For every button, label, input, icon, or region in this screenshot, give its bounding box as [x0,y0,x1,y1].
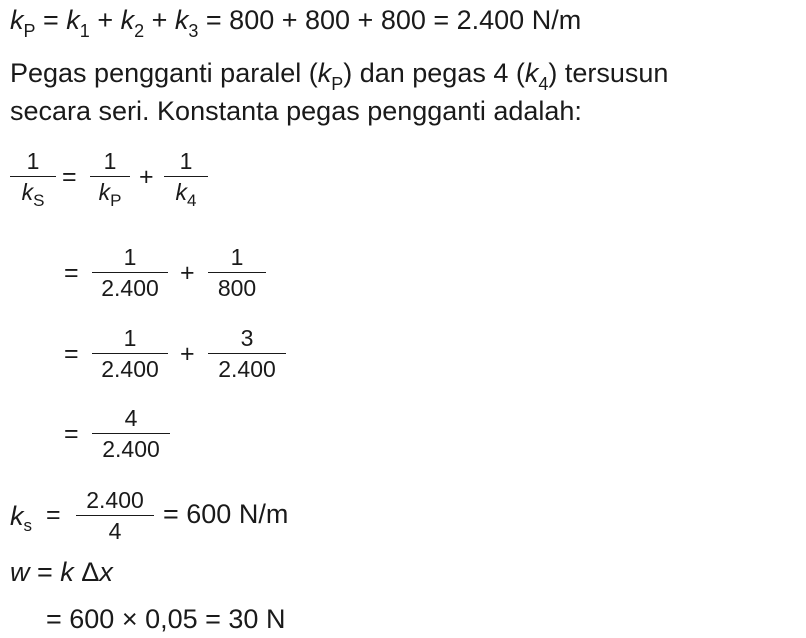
k-symbol: k [10,501,24,531]
text-segment: Pegas pengganti paralel ( [10,58,318,88]
denominator [90,177,130,210]
fraction-1-over-ks [10,146,56,210]
subscript-p: P [331,74,344,94]
weight-equation [10,554,113,590]
fraction-1-over-800 [208,242,266,303]
k1-symbol: k [66,5,80,35]
ks-symbol-group [10,498,32,538]
plus-sign: + [139,163,154,191]
k-symbol: k [21,179,34,205]
weight-result: = 600 × 0,05 = 30 N [46,604,286,634]
paragraph-line-2: secara seri. Konstanta pegas pengganti adalah: [10,96,582,126]
fraction-1-over-k4 [164,146,208,210]
numerator: 1 [230,244,244,270]
fraction-1-over-2400 [92,242,168,303]
denominator: 2.400 [101,275,159,301]
k-symbol: k [98,179,111,205]
equals-sign: = [46,501,61,529]
text-segment: ) dan pegas 4 ( [343,58,525,88]
equals-sign: = [64,340,79,368]
subscript-4: 4 [538,74,549,94]
k-symbol: k [10,5,24,35]
numerator: 2.400 [86,487,144,513]
k-symbol: k [60,557,74,587]
subscript-2: 2 [134,21,145,41]
plus-sign: + [89,5,121,35]
numerator: 1 [123,325,137,351]
plus-sign: + [180,259,195,287]
numerator: 1 [103,148,117,174]
x-symbol: x [99,557,113,587]
equals-sign: = [62,163,77,191]
delta-symbol: Δ [73,557,100,587]
subscript-4: 4 [187,191,197,210]
denominator: 2.400 [101,356,159,382]
denominator [10,177,56,210]
paragraph-line-1 [10,55,668,94]
denominator [164,177,208,210]
text-segment: ) tersusun [548,58,669,88]
equals-sign: = [35,5,67,35]
subscript-s: s [23,516,32,535]
plus-sign: + [180,340,195,368]
plus-sign: + [144,5,175,35]
fraction-3-over-2400 [208,323,286,384]
k4-symbol: k [524,58,539,88]
denominator: 2.400 [102,436,160,462]
subscript-p: P [23,21,36,41]
equals-sign: = [64,259,79,287]
k3-symbol: k [174,5,189,35]
k2-symbol: k [120,5,135,35]
parallel-result: = 800 + 800 + 800 = 2.400 N/m [198,5,582,35]
k-symbol: k [317,58,332,88]
numerator: 1 [26,148,40,174]
denominator: 2.400 [218,356,276,382]
denominator: 800 [217,275,257,301]
subscript-3: 3 [188,21,199,41]
equals-sign: = [64,420,79,448]
fraction-2400-over-4 [76,485,154,546]
k-symbol: k [175,179,188,205]
numerator: 4 [124,405,138,431]
fraction-4-over-2400 [92,403,170,464]
fraction-1-over-2400 [92,323,168,384]
w-symbol: w [10,557,30,587]
numerator: 3 [240,325,254,351]
numerator: 1 [123,244,137,270]
denominator: 4 [108,518,122,544]
fraction-1-over-kp [90,146,130,210]
numerator: 1 [179,148,193,174]
subscript-s: S [33,191,45,210]
parallel-spring-equation [10,2,581,41]
equals-sign: = [29,557,61,587]
subscript-1: 1 [79,21,90,41]
ks-result: = 600 N/m [163,499,289,529]
subscript-p: P [110,191,122,210]
